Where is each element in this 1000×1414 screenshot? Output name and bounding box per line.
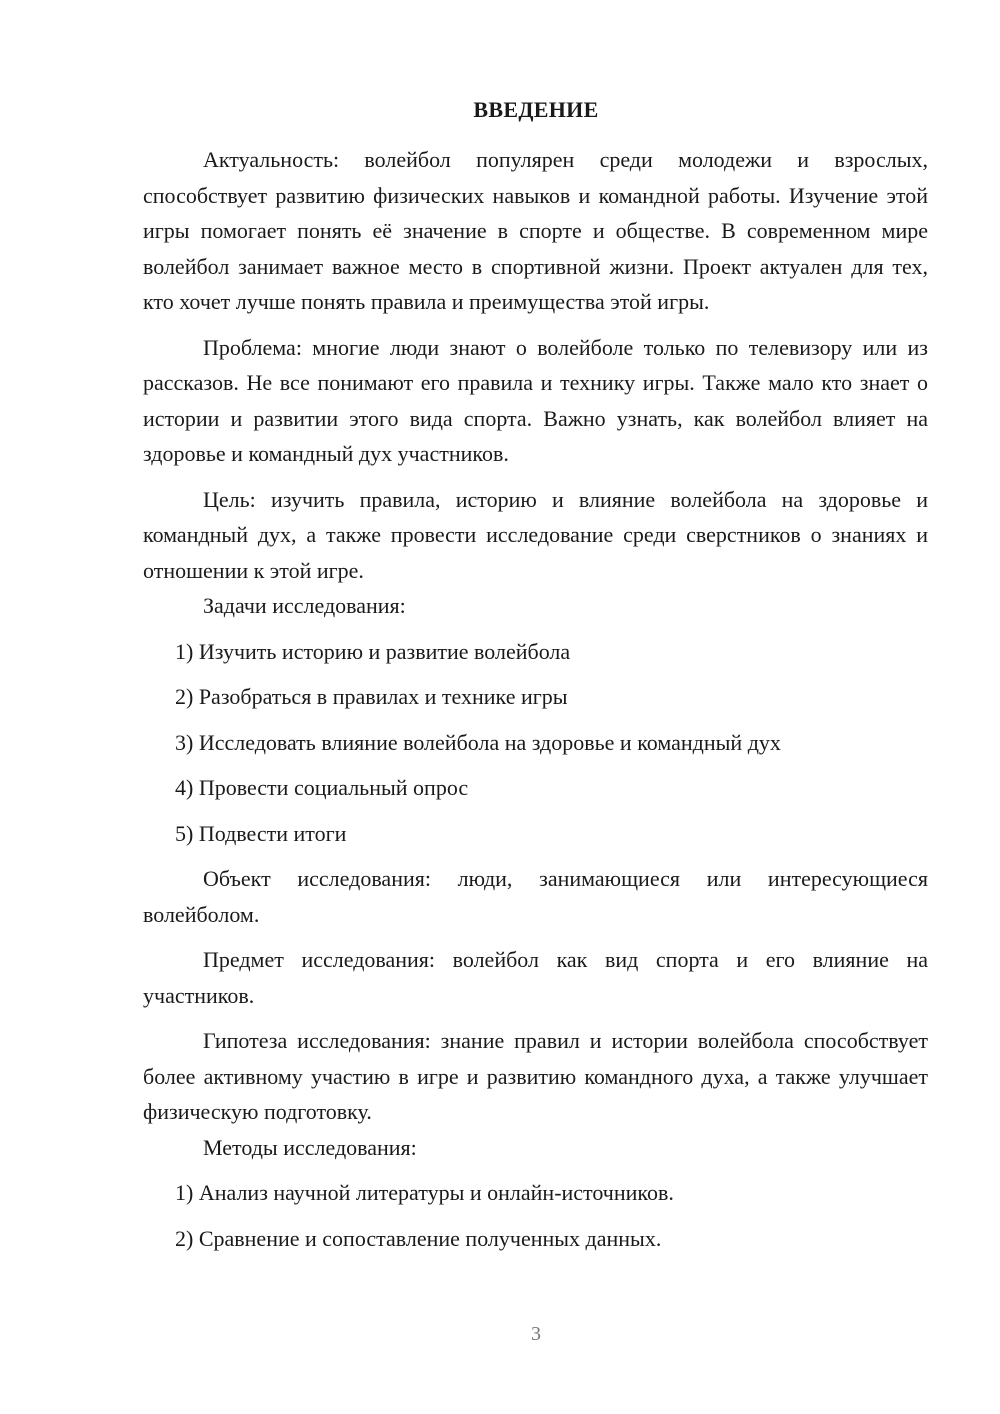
- page-title: ВВЕДЕНИЕ: [473, 97, 599, 122]
- goal-paragraph: Цель: изучить правила, историю и влияние волейбола на здоровье и командный дух, а также провести исследование среди сверстников о знаниях и отношении к этой игре.: [143, 486, 928, 583]
- list-item: 2) Разобраться в правилах и технике игры: [175, 684, 568, 709]
- methods-heading: Методы исследования:: [203, 1134, 417, 1160]
- list-item: 2) Сравнение и сопоставление полученных данных.: [175, 1225, 662, 1251]
- page-number: 3: [531, 1323, 541, 1345]
- list-item: 5) Подвести итоги: [175, 820, 347, 846]
- list-item: 1) Анализ научной литературы и онлайн-источников.: [175, 1180, 674, 1205]
- tasks-list: [143, 634, 928, 852]
- list-item: 4) Провести социальный опрос: [175, 775, 469, 800]
- list-item: 1) Изучить историю и развитие волейбола: [175, 638, 571, 664]
- object-paragraph: Объект исследования: люди, занимающиеся или интересующиеся волейболом.: [143, 866, 928, 927]
- relevance-paragraph: Актуальность: волейбол популярен среди молодежи и взрослых, способствует развитию физических навыков и командной работы. Изучение этой игры помогает понять её значение в спорте и обществе. В современном мире волейбол занимает важное место в спортивной жизни. Проект актуален для тех, кто хочет лучше понять правила и преимущества этой игры.: [143, 147, 928, 314]
- subject-paragraph: Предмет исследования: волейбол как вид спорта и его влияние на участников.: [143, 947, 928, 1008]
- document-body: [143, 142, 928, 1256]
- tasks-heading: Задачи исследования:: [203, 593, 406, 618]
- hypothesis-paragraph: Гипотеза исследования: знание правил и истории волейбола способствует более активному участию в игре и развитию командного духа, а также улучшает физическую подготовку.: [143, 1028, 928, 1124]
- list-item: 3) Исследовать влияние волейбола на здоровье и командный дух: [175, 729, 781, 755]
- problem-paragraph: Проблема: многие люди знают о волейболе только по телевизору или из рассказов. Не все понимают его правила и технику игры. Также мало кто знает о истории и развитии этого вида спорта. Важно узнать, как волейбол влияет на здоровье и командный дух участников.: [143, 334, 928, 466]
- methods-list: [143, 1175, 928, 1256]
